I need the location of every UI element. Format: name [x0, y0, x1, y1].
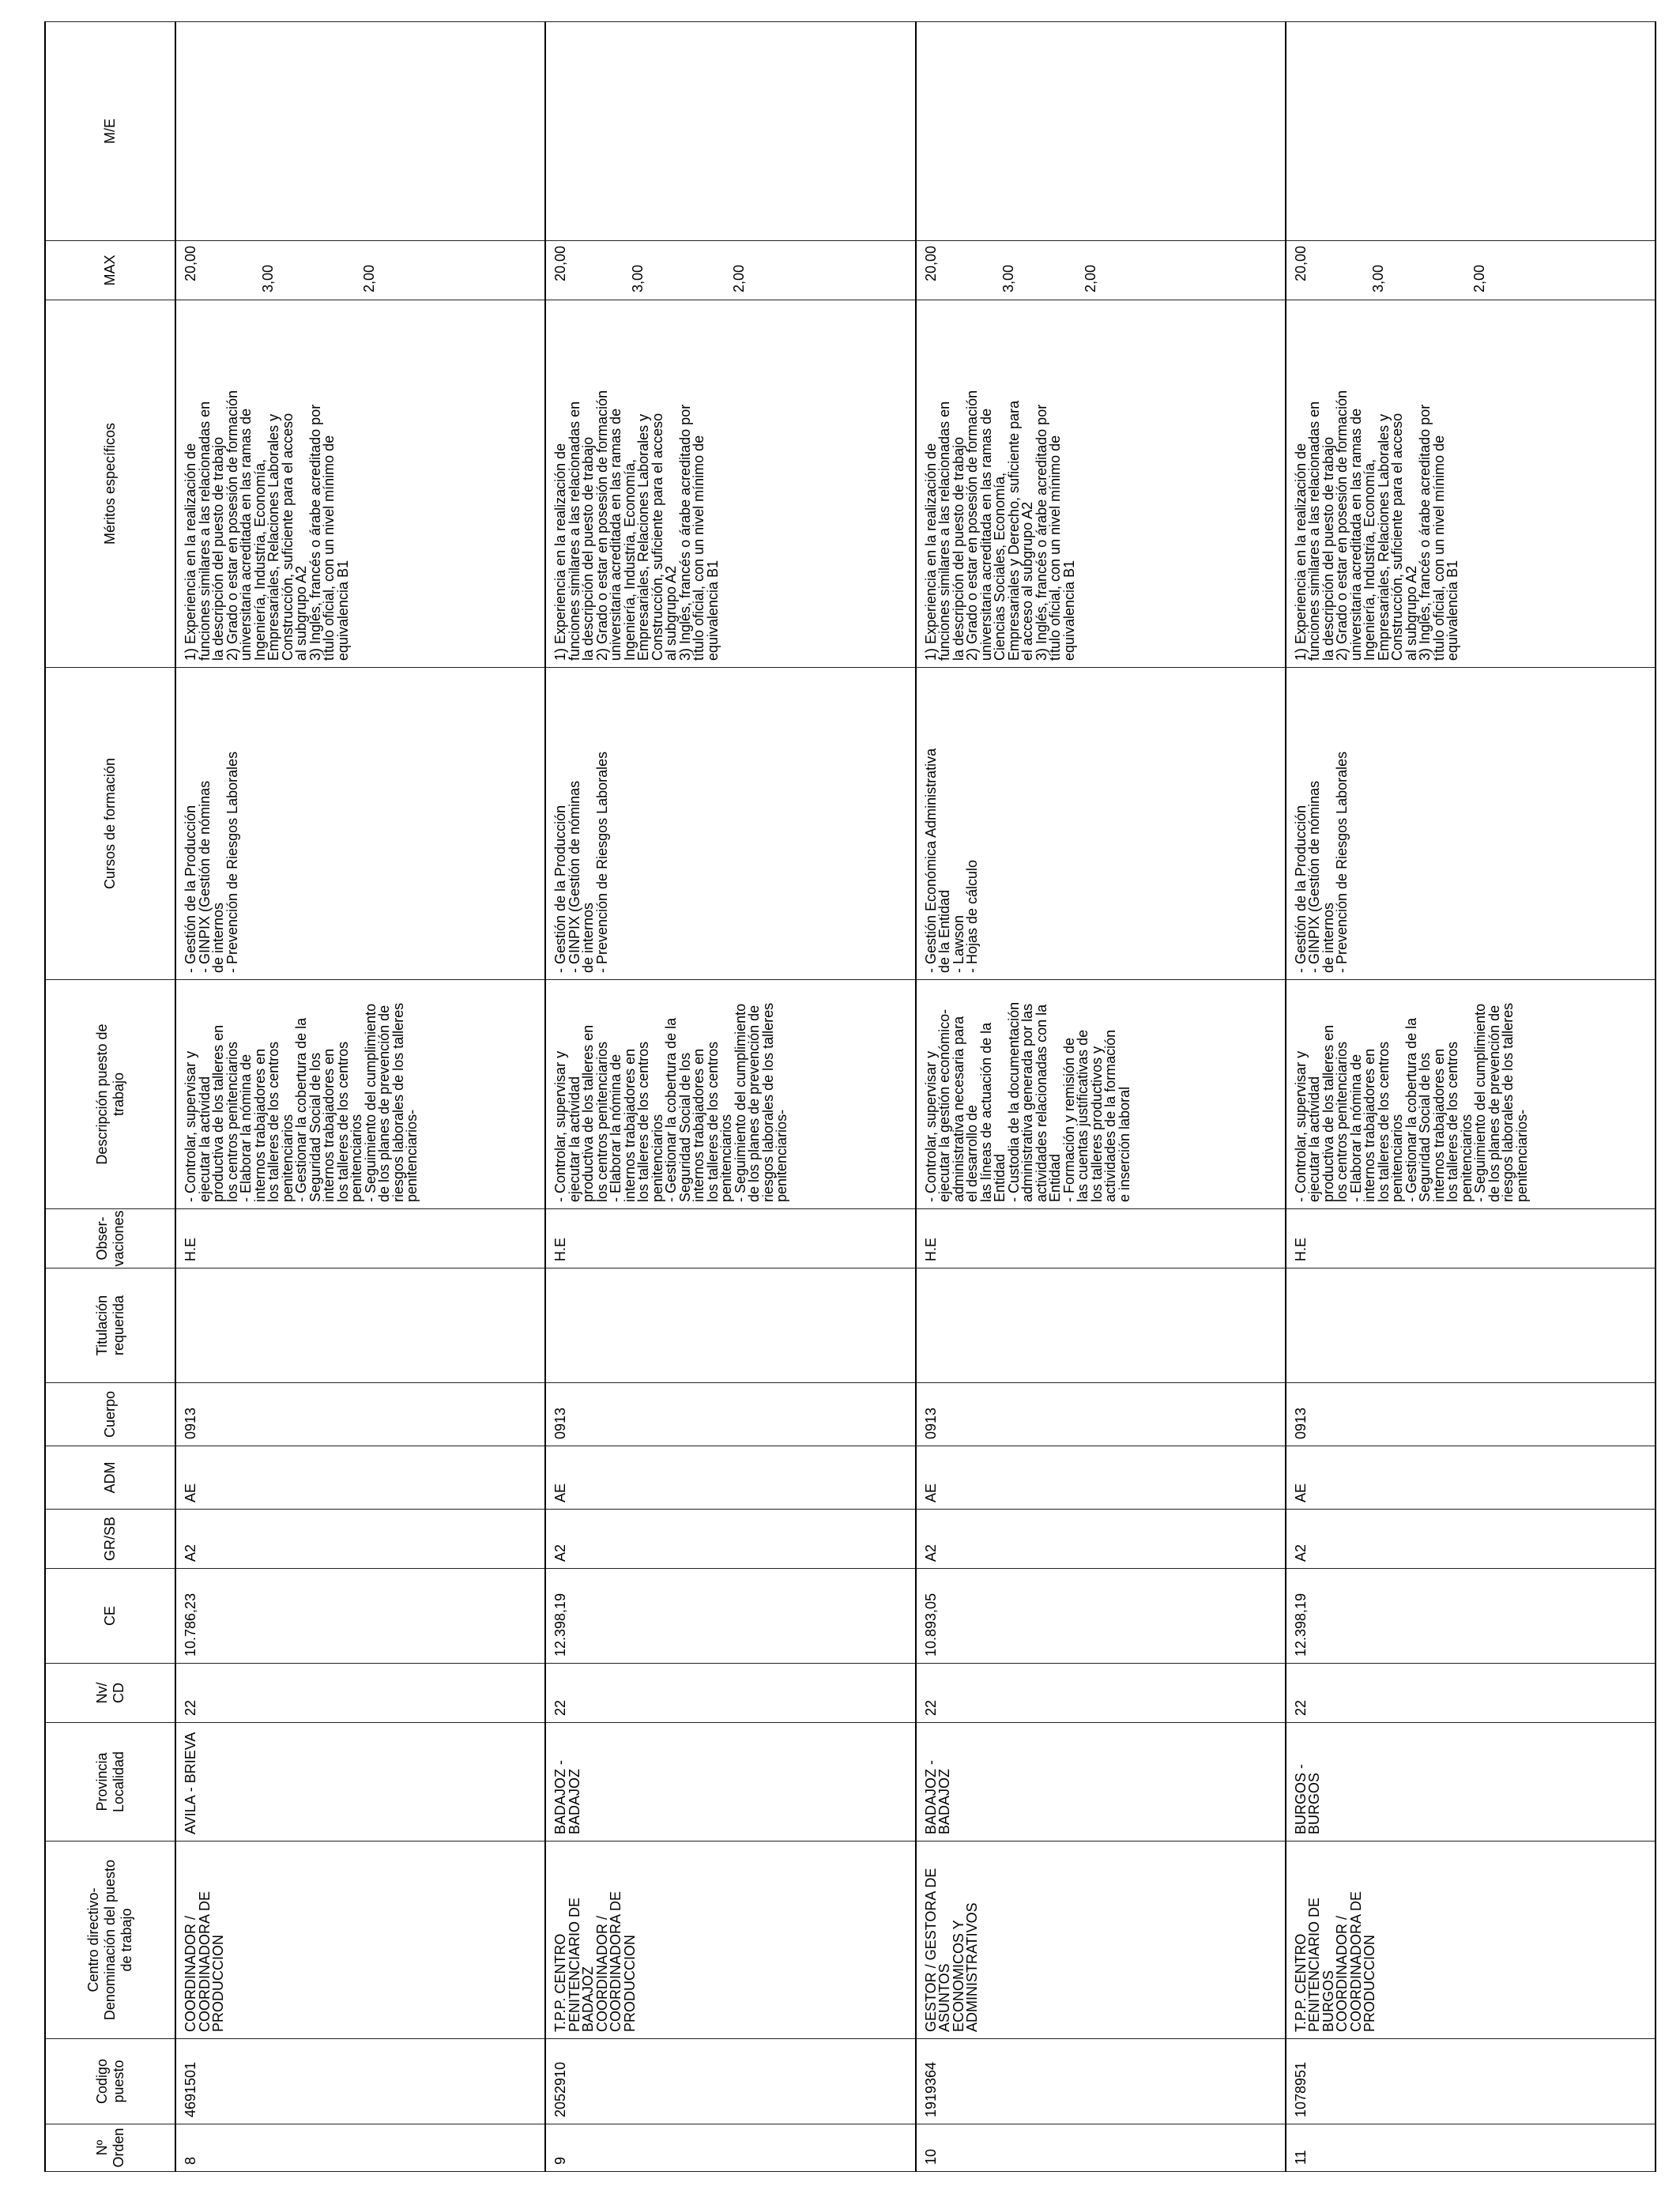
cell-titulacion — [175, 1269, 545, 1383]
cell-centro: GESTOR / GESTORA DE ASUNTOS ECONOMICOS Y ADMINISTRATIVOS — [916, 1842, 1286, 2039]
table-row — [175, 22, 545, 2172]
cell-nivel: 22 — [1286, 1664, 1656, 1723]
cell-orden: 9 — [545, 2124, 915, 2172]
col-header-titulacion: Titulación requerida — [45, 1269, 175, 1383]
cell-me — [545, 22, 915, 241]
cell-codigo: 1078951 — [1286, 2039, 1656, 2124]
col-header-observaciones: Obser- vaciones — [45, 1209, 175, 1269]
max-value-3: 2,00 — [1082, 265, 1098, 293]
cell-adm: AE — [545, 1446, 915, 1510]
cell-me — [175, 22, 545, 241]
max-value-3: 2,00 — [361, 265, 378, 293]
cell-codigo: 1919364 — [916, 2039, 1286, 2124]
cell-ce: 12.398,19 — [1286, 1569, 1656, 1664]
max-value-2: 3,00 — [1369, 265, 1386, 293]
cell-centro: T.P.P. CENTRO PENITENCIARIO DE BURGOS COORDINADOR / COORDINADORA DE PRODUCCION — [1286, 1842, 1656, 2039]
cell-observaciones: H.E — [545, 1209, 915, 1269]
cell-orden: 10 — [916, 2124, 1286, 2172]
col-header-centro: Centro directivo- Denominación del puesto de trabajo — [45, 1842, 175, 2039]
col-header-orden: Nº Orden — [45, 2124, 175, 2172]
cell-nivel: 22 — [175, 1664, 545, 1723]
cell-max — [1286, 241, 1656, 300]
cell-provincia: BADAJOZ - BADAJOZ — [916, 1723, 1286, 1842]
cell-cuerpo: 0913 — [175, 1383, 545, 1446]
max-value-3: 2,00 — [1471, 265, 1487, 293]
cell-ce: 10.893,05 — [916, 1569, 1286, 1664]
max-value-1: 20,00 — [922, 246, 939, 282]
max-value-3: 2,00 — [731, 265, 748, 293]
col-header-descripcion: Descripción puesto de trabajo — [45, 980, 175, 1209]
cell-grupo: A2 — [175, 1510, 545, 1569]
cell-cursos: - Gestión de la Producción - GINPIX (Gestión de nóminas de internos - Prevención de Riesgos Laborales — [175, 668, 545, 980]
cell-provincia: AVILA - BRIEVA — [175, 1723, 545, 1842]
cell-orden: 11 — [1286, 2124, 1656, 2172]
cell-grupo: A2 — [1286, 1510, 1656, 1569]
cell-ce: 10.786,23 — [175, 1569, 545, 1664]
cell-observaciones: H.E — [916, 1209, 1286, 1269]
col-header-ce: CE — [45, 1569, 175, 1664]
max-value-1: 20,00 — [183, 246, 199, 282]
cell-codigo: 4691501 — [175, 2039, 545, 2124]
col-header-meritos: Méritos específicos — [45, 300, 175, 668]
cell-orden: 8 — [175, 2124, 545, 2172]
cell-cursos: - Gestión Económica Administrativa de la Entidad - Lawson - Hojas de cálculo — [916, 668, 1286, 980]
cell-provincia: BADAJOZ - BADAJOZ — [545, 1723, 915, 1842]
cell-me — [1286, 22, 1656, 241]
cell-centro: T.P.P. CENTRO PENITENCIARIO DE BADAJOZ COORDINADOR / COORDINADORA DE PRODUCCION — [545, 1842, 915, 2039]
col-header-max: MAX — [45, 241, 175, 300]
cell-cuerpo: 0913 — [916, 1383, 1286, 1446]
cell-titulacion — [1286, 1269, 1656, 1383]
col-header-grupo: GR/SB — [45, 1510, 175, 1569]
col-header-cursos: Cursos de formación — [45, 668, 175, 980]
cell-grupo: A2 — [916, 1510, 1286, 1569]
cell-max — [545, 241, 915, 300]
cell-cuerpo: 0913 — [1286, 1383, 1656, 1446]
cell-descripcion: - Controlar, supervisar y ejecutar la actividad productiva de los talleres en los centros penitenciarios - Elaborar la nómina de internos trabajadores en los talleres de los centros penitenciarios - Gestionar la cobertura de la Seguridad Social de los internos trabajadores en los talleres de los centros penitenciarios - Seguimiento del cumplimiento de los planes de prevención de riesgos laborales de los talleres penitenciarios- — [545, 980, 915, 1209]
cell-codigo: 2052910 — [545, 2039, 915, 2124]
cell-adm: AE — [175, 1446, 545, 1510]
cell-provincia: BURGOS - BURGOS — [1286, 1723, 1656, 1842]
max-value-2: 3,00 — [260, 265, 277, 293]
col-header-adm: ADM — [45, 1446, 175, 1510]
col-header-codigo: Codigo puesto — [45, 2039, 175, 2124]
cell-ce: 12.398,19 — [545, 1569, 915, 1664]
cell-cursos: - Gestión de la Producción - GINPIX (Gestión de nóminas de internos - Prevención de Riesgos Laborales — [1286, 668, 1656, 980]
job-positions-table — [44, 21, 1656, 2172]
col-header-cuerpo: Cuerpo — [45, 1383, 175, 1446]
cell-cuerpo: 0913 — [545, 1383, 915, 1446]
table-row — [1286, 22, 1656, 2172]
cell-descripcion: - Controlar, supervisar y ejecutar la actividad productiva de los talleres en los centros penitenciarios - Elaborar la nómina de internos trabajadores en los talleres de los centros penitenciarios - Gestionar la cobertura de la Seguridad Social de los internos trabajadores en los talleres de los centros penitenciarios - Seguimiento del cumplimiento de los planes de prevención de riesgos laborales de los talleres penitenciarios- — [175, 980, 545, 1209]
cell-grupo: A2 — [545, 1510, 915, 1569]
rotated-page — [44, 22, 1656, 2172]
max-value-2: 3,00 — [630, 265, 646, 293]
cell-me — [916, 22, 1286, 241]
cell-descripcion: - Controlar, supervisar y ejecutar la actividad productiva de los talleres en los centros penitenciarios - Elaborar la nómina de internos trabajadores en los talleres de los centros penitenciarios - Gestionar la cobertura de la Seguridad Social de los internos trabajadores en los talleres de los centros penitenciarios - Seguimiento del cumplimiento de los planes de prevención de riesgos laborales de los talleres penitenciarios- — [1286, 980, 1656, 1209]
cell-titulacion — [916, 1269, 1286, 1383]
table-row — [916, 22, 1286, 2172]
cell-max — [916, 241, 1286, 300]
cell-meritos: 1) Experiencia en la realización de funciones similares a las relacionadas en la descripción del puesto de trabajo 2) Grado o estar en posesión de formación universitaria acreditada en las ramas de Ingeniería, Industria, Economía, Empresariales, Relaciones Laborales y Construcción, suficiente para el acceso al subgrupo A2 3) Inglés, francés o árabe acreditado por título oficial, con un nivel mínimo de equivalencia B1 — [545, 300, 915, 668]
col-header-nivel: Nv/ CD — [45, 1664, 175, 1723]
cell-nivel: 22 — [916, 1664, 1286, 1723]
cell-descripcion: - Controlar, supervisar y ejecutar la gestión económico- administrativa necesaria para el desarrollo de las líneas de actuación de la Entidad - Custodia de la documentación administrativa generada por las actividades relacionadas con la Entidad - Formación y remisión de las cuentas justificativas de los talleres productivos y actividades de la formación e inserción laboral — [916, 980, 1286, 1209]
cell-meritos: 1) Experiencia en la realización de funciones similares a las relacionadas en la descripción del puesto de trabajo 2) Grado o estar en posesión de formación universitaria acreditada en las ramas de Ciencias Sociales, Economía, Empresariales y Derecho, suficiente para el acceso al subgrupo A2 3) Inglés, francés o árabe acreditado por título oficial, con un nivel mínimo de equivalencia B1 — [916, 300, 1286, 668]
max-value-1: 20,00 — [552, 246, 569, 282]
header-row — [45, 22, 175, 2172]
cell-max — [175, 241, 545, 300]
max-value-1: 20,00 — [1292, 246, 1309, 282]
max-value-2: 3,00 — [1000, 265, 1016, 293]
cell-cursos: - Gestión de la Producción - GINPIX (Gestión de nóminas de internos - Prevención de Riesgos Laborales — [545, 668, 915, 980]
cell-meritos: 1) Experiencia en la realización de funciones similares a las relacionadas en la descripción del puesto de trabajo 2) Grado o estar en posesión de formación universitaria acreditada en las ramas de Ingeniería, Industria, Economía, Empresariales, Relaciones Laborales y Construcción, suficiente para el acceso al subgrupo A2 3) Inglés, francés o árabe acreditado por título oficial, con un nivel mínimo de equivalencia B1 — [1286, 300, 1656, 668]
cell-meritos: 1) Experiencia en la realización de funciones similares a las relacionadas en la descripción del puesto de trabajo 2) Grado o estar en posesión de formación universitaria acreditada en las ramas de Ingeniería, Industria, Economía, Empresariales, Relaciones Laborales y Construcción, suficiente para el acceso al subgrupo A2 3) Inglés, francés o árabe acreditado por título oficial, con un nivel mínimo de equivalencia B1 — [175, 300, 545, 668]
table-row — [545, 22, 915, 2172]
cell-nivel: 22 — [545, 1664, 915, 1723]
cell-titulacion — [545, 1269, 915, 1383]
cell-adm: AE — [916, 1446, 1286, 1510]
cell-adm: AE — [1286, 1446, 1656, 1510]
col-header-provincia: Provincia Localidad — [45, 1723, 175, 1842]
cell-observaciones: H.E — [1286, 1209, 1656, 1269]
cell-observaciones: H.E — [175, 1209, 545, 1269]
cell-centro: COORDINADOR / COORDINADORA DE PRODUCCION — [175, 1842, 545, 2039]
col-header-me: M/E — [45, 22, 175, 241]
